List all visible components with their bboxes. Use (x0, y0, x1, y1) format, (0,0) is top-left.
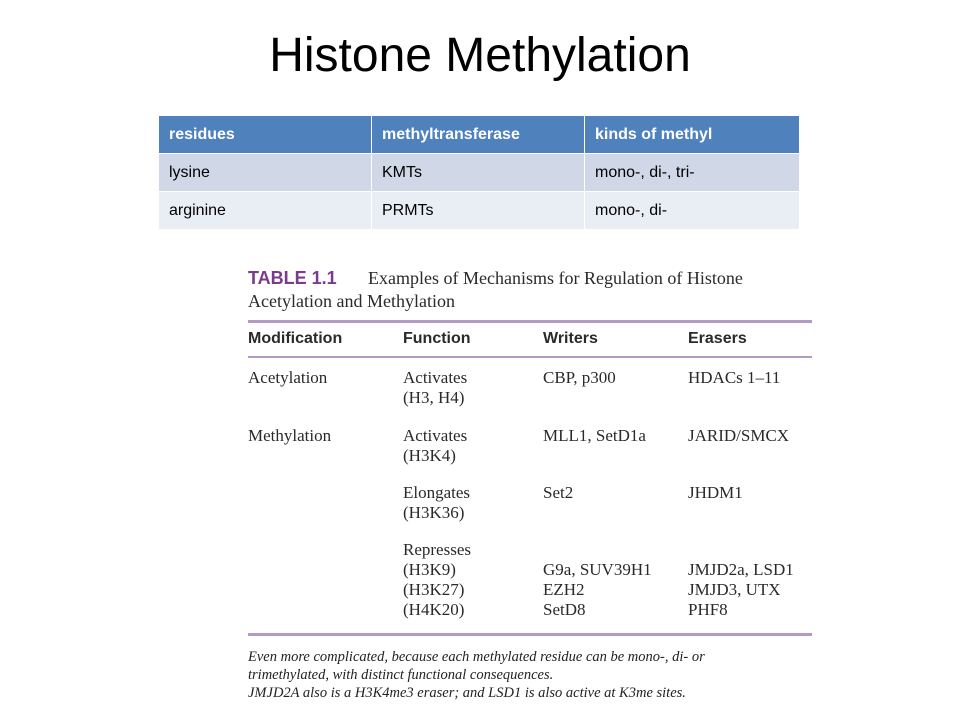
slide-title: Histone Methylation (269, 29, 691, 82)
header-kinds-of-methyl: kinds of methyl (585, 116, 800, 154)
footnote-line: JMJD2A also is a H3K4me3 eraser; and LSD1 is also active at K3me sites. (248, 685, 686, 701)
footnote-line: Even more complicated, because each methylated residue can be mono-, di- or (248, 649, 705, 665)
col-header-modification: Modification (248, 330, 343, 347)
cell-erasers: HDACs 1–11 (688, 368, 781, 387)
cell-erasers: JMJD2a, LSD1 JMJD3, UTX PHF8 (688, 560, 794, 619)
cell-residue: arginine (159, 192, 372, 230)
table-row (159, 192, 800, 230)
cell-writers: MLL1, SetD1a (543, 426, 646, 445)
cell-erasers: JARID/SMCX (688, 426, 790, 445)
book-table-caption-line1: Examples of Mechanisms for Regulation of Histone (368, 268, 743, 288)
col-header-erasers: Erasers (688, 330, 747, 347)
cell-function: Represses (H3K9) (H3K27) (H4K20) (403, 540, 471, 619)
book-table-caption-line2: Acetylation and Methylation (248, 291, 455, 311)
divider (248, 356, 812, 358)
cell-function: Activates (H3K4) (403, 426, 468, 465)
book-table-image (248, 264, 812, 714)
footnote-line: trimethylated, with distinct functional consequences. (248, 667, 554, 683)
cell-methyltransferase: KMTs (372, 154, 585, 192)
divider (248, 320, 812, 323)
cell-kinds: mono-, di-, tri- (585, 154, 800, 192)
cell-function: Elongates (H3K36) (403, 483, 471, 522)
cell-writers: G9a, SUV39H1 EZH2 SetD8 (543, 560, 652, 619)
cell-kinds: mono-, di- (585, 192, 800, 230)
cell-methyltransferase: PRMTs (372, 192, 585, 230)
cell-function: Activates (H3, H4) (403, 368, 468, 407)
book-table-label: TABLE 1.1 (248, 268, 337, 288)
cell-modification: Acetylation (248, 368, 328, 387)
divider (248, 633, 812, 636)
table-header-row (159, 116, 800, 154)
cell-writers: CBP, p300 (543, 368, 616, 387)
cell-modification: Methylation (248, 426, 332, 445)
cell-residue: lysine (159, 154, 372, 192)
methylation-table (158, 115, 800, 230)
header-methyltransferase: methyltransferase (372, 116, 585, 154)
book-table-footnote (248, 648, 812, 702)
cell-erasers: JHDM1 (688, 483, 743, 502)
table-row (159, 154, 800, 192)
col-header-writers: Writers (543, 330, 598, 347)
cell-writers: Set2 (543, 483, 574, 502)
col-header-function: Function (403, 330, 471, 347)
header-residues: residues (159, 116, 372, 154)
